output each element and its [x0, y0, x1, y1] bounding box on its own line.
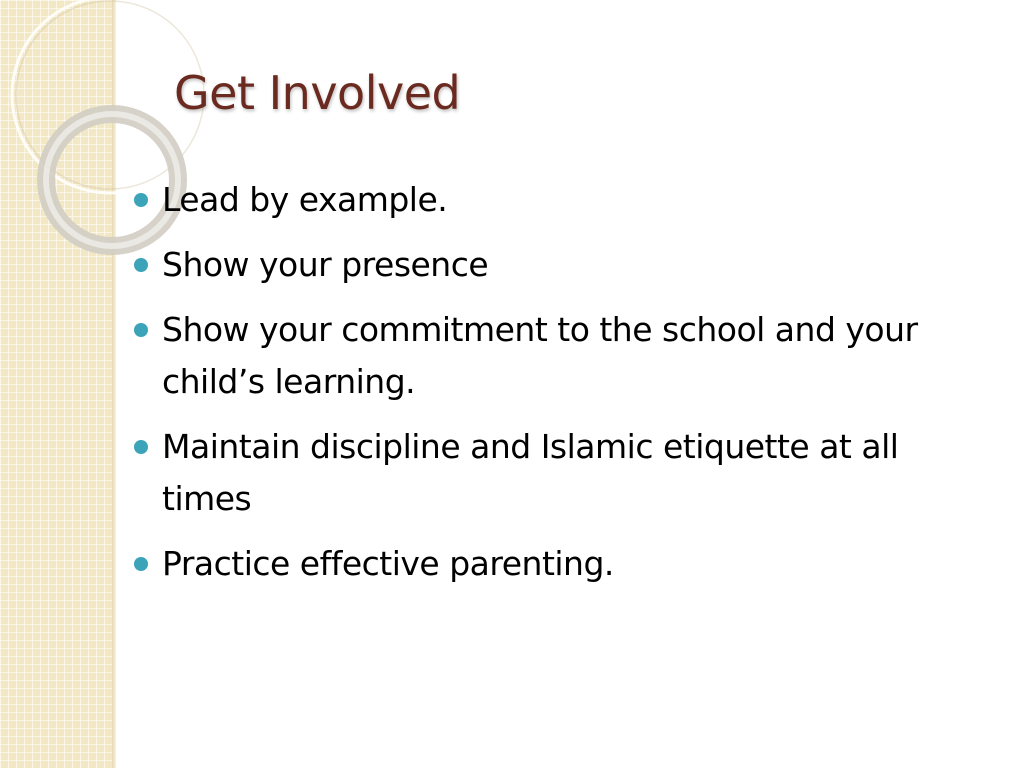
bullet-dot-icon — [134, 323, 148, 337]
bullet-item — [134, 421, 984, 525]
bullet-text: Show your commitment to the school and your child’s learning. — [162, 310, 918, 401]
bullet-dot-icon — [134, 440, 148, 454]
bullet-text: Practice effective parenting. — [162, 544, 614, 583]
bullet-item — [134, 538, 984, 590]
bullet-dot-icon — [134, 557, 148, 571]
bullet-item — [134, 174, 984, 226]
bullet-dot-icon — [134, 258, 148, 272]
bullet-item — [134, 304, 984, 408]
bullet-item — [134, 239, 984, 291]
bullet-list — [134, 174, 984, 603]
bullet-text: Lead by example. — [162, 180, 448, 219]
bullet-text: Show your presence — [162, 245, 489, 284]
bullet-dot-icon — [134, 193, 148, 207]
slide-title: Get Involved — [174, 66, 461, 120]
bullet-text: Maintain discipline and Islamic etiquette at all times — [162, 427, 899, 518]
